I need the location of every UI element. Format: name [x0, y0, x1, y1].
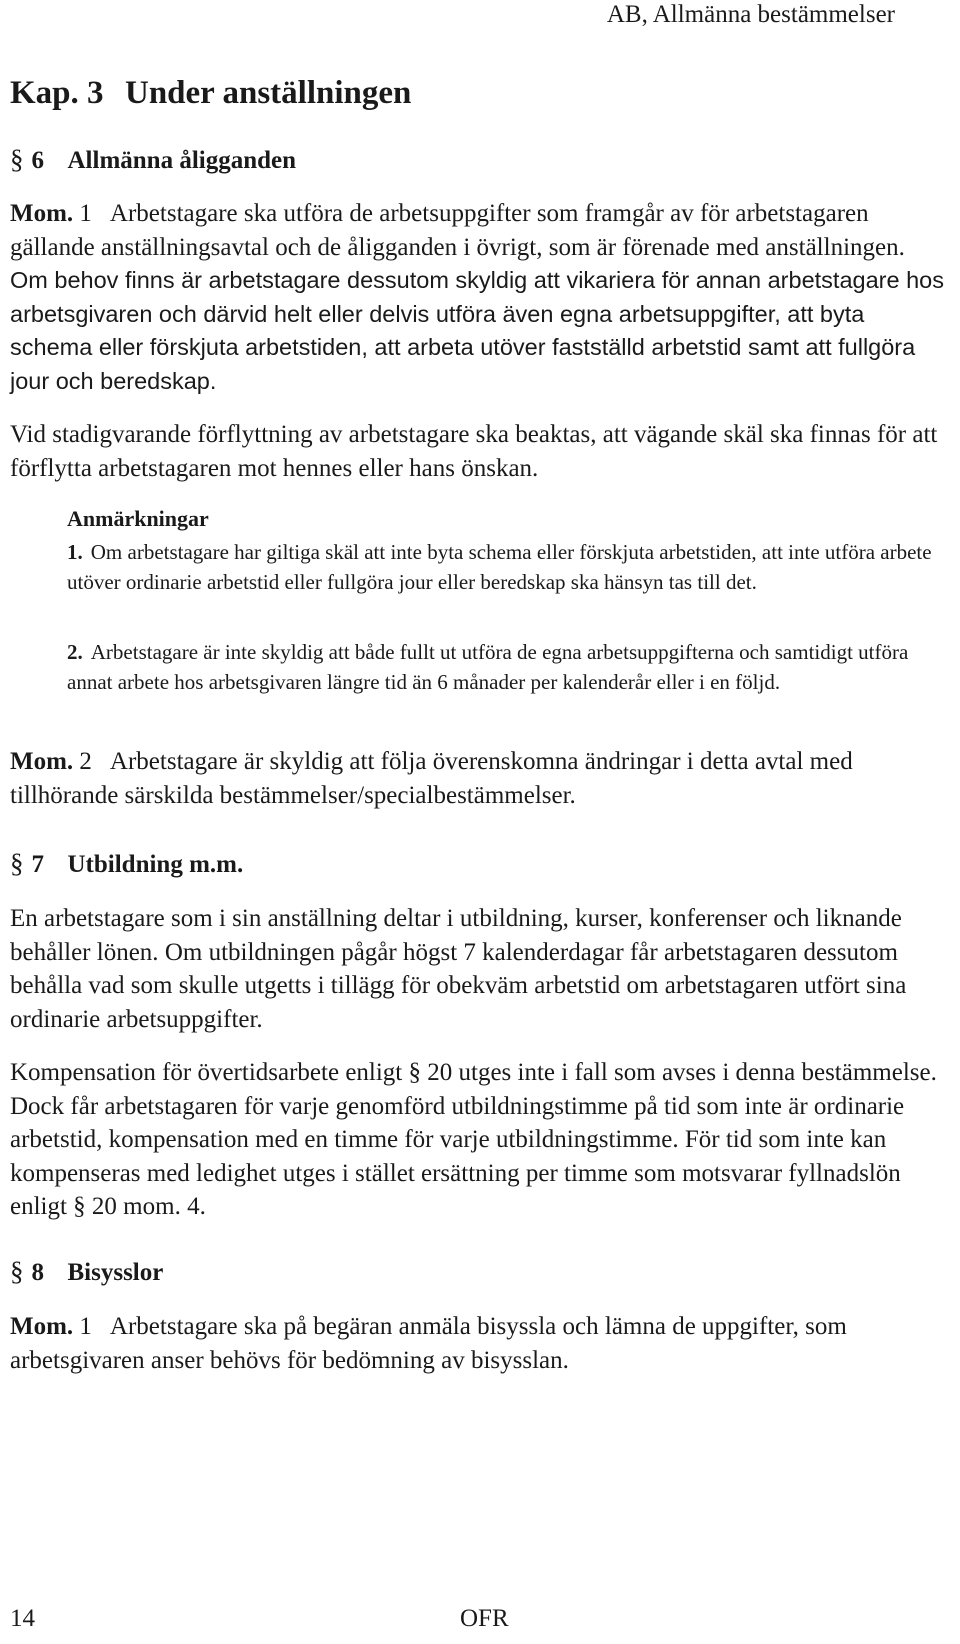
section-number: 8 [31, 1259, 44, 1286]
section-7-paragraph-2 [10, 1056, 945, 1224]
section-8-mom-1 [10, 1310, 945, 1377]
section-6-mom-1 [10, 197, 945, 398]
section-7-paragraph-1 [10, 902, 945, 1036]
paragraph-text: Vid stadigvarande förflyttning av arbetstagare ska beaktas, att vägande skäl ska finnas för att förflytta arbetstagaren mot hennes eller hans önskan. [10, 421, 938, 482]
chapter-title: Under anställningen [125, 75, 412, 111]
mom-label: Mom. [10, 200, 74, 227]
paragraph-text: Kompensation för övertidsarbete enligt § 20 utges inte i fall som avses i denna bestämmelse. [10, 1059, 937, 1086]
mom-number: 1 [79, 200, 92, 227]
paragraph-text-continued: Om utbildningen pågår högst 7 kalenderdagar får arbetstagaren dessutom behålla vad som skulle utgetts i tillägg för obekväm arbetstid om arbetstagaren utfört sina ordinarie arbetsuppgifter. [10, 938, 907, 1033]
section-title: Utbildning m.m. [67, 851, 244, 878]
note-number: 1. [67, 540, 83, 564]
section-title: Bisysslor [67, 1259, 164, 1286]
mom-label: Mom. [10, 748, 74, 775]
section-8-heading [10, 1256, 163, 1288]
section-number: 7 [31, 851, 44, 878]
mom-number: 2 [79, 748, 92, 775]
footer-organization: OFR [460, 1605, 509, 1632]
chapter-number: Kap. 3 [10, 75, 104, 111]
paragraph-text: En arbetstagare som i sin anställning deltar i utbildning, kurser, konferenser och liknande behåller lönen. [10, 905, 902, 966]
section-title: Allmänna åligganden [67, 147, 297, 174]
mom-number: 1 [79, 1313, 92, 1340]
section-6-paragraph [10, 418, 945, 485]
section-sign: § [10, 1256, 24, 1286]
mom-text-sans: Om behov finns är arbetstagare dessutom skyldig att vikariera för annan arbetstagare hos arbetsgivaren och därvid helt eller delvis utföra även egna arbetsuppgifter, att byta schema eller förskjuta arbetstiden, att arbeta utöver fastställd arbetstid samt att fullgöra jour och beredskap. [10, 267, 944, 394]
mom-label: Mom. [10, 1313, 74, 1340]
section-sign: § [10, 144, 24, 174]
note-text: Arbetstagare är inte skyldig att både fullt ut utföra de egna arbetsuppgifterna och samtidigt utföra annat arbete hos arbetsgivaren längre tid än 6 månader per kalenderår eller i en följd. [67, 640, 909, 694]
document-page [10, 0, 950, 1644]
section-6-mom-2 [10, 745, 945, 812]
note-text: Om arbetstagare har giltiga skäl att inte byta schema eller förskjuta arbetstiden, att inte utföra arbete utöver ordinarie arbetstid eller fullgöra jour eller beredskap ska hänsyn tas till det. [67, 540, 932, 594]
mom-text: Arbetstagare ska utföra de arbetsuppgifter som framgår av för arbetstagaren gällande anställningsavtal och de åligganden i övrigt, som är förenade med anställningen. [10, 200, 905, 261]
section-6-heading [10, 144, 296, 176]
chapter-heading [10, 73, 411, 113]
note-1 [67, 538, 945, 597]
section-sign: § [10, 848, 24, 878]
note-number: 2. [67, 640, 83, 664]
section-7-heading [10, 848, 243, 880]
section-number: 6 [31, 147, 44, 174]
note-2 [67, 638, 945, 697]
footer-page-number: 14 [10, 1605, 35, 1632]
mom-text: Arbetstagare är skyldig att följa överenskomna ändringar i detta avtal med tillhörande särskilda bestämmelser/specialbestämmelser. [10, 748, 853, 809]
mom-text: Arbetstagare ska på begäran anmäla bisyssla och lämna de uppgifter, som arbetsgivaren anser behövs för bedömning av bisysslan. [10, 1313, 847, 1374]
running-header: AB, Allmänna bestämmelser [606, 1, 895, 28]
paragraph-text-continued: Dock får arbetstagaren för varje genomförd utbildningstimme på tid som inte är ordinarie arbetstid, kompensation med en timme för varje utbildningstimme. För tid som inte kan kompenseras med ledighet utges i stället ersättning per timme som motsvarar fyllnadslön enligt § 20 mom. 4. [10, 1092, 905, 1220]
notes-heading: Anmärkningar [67, 506, 209, 531]
